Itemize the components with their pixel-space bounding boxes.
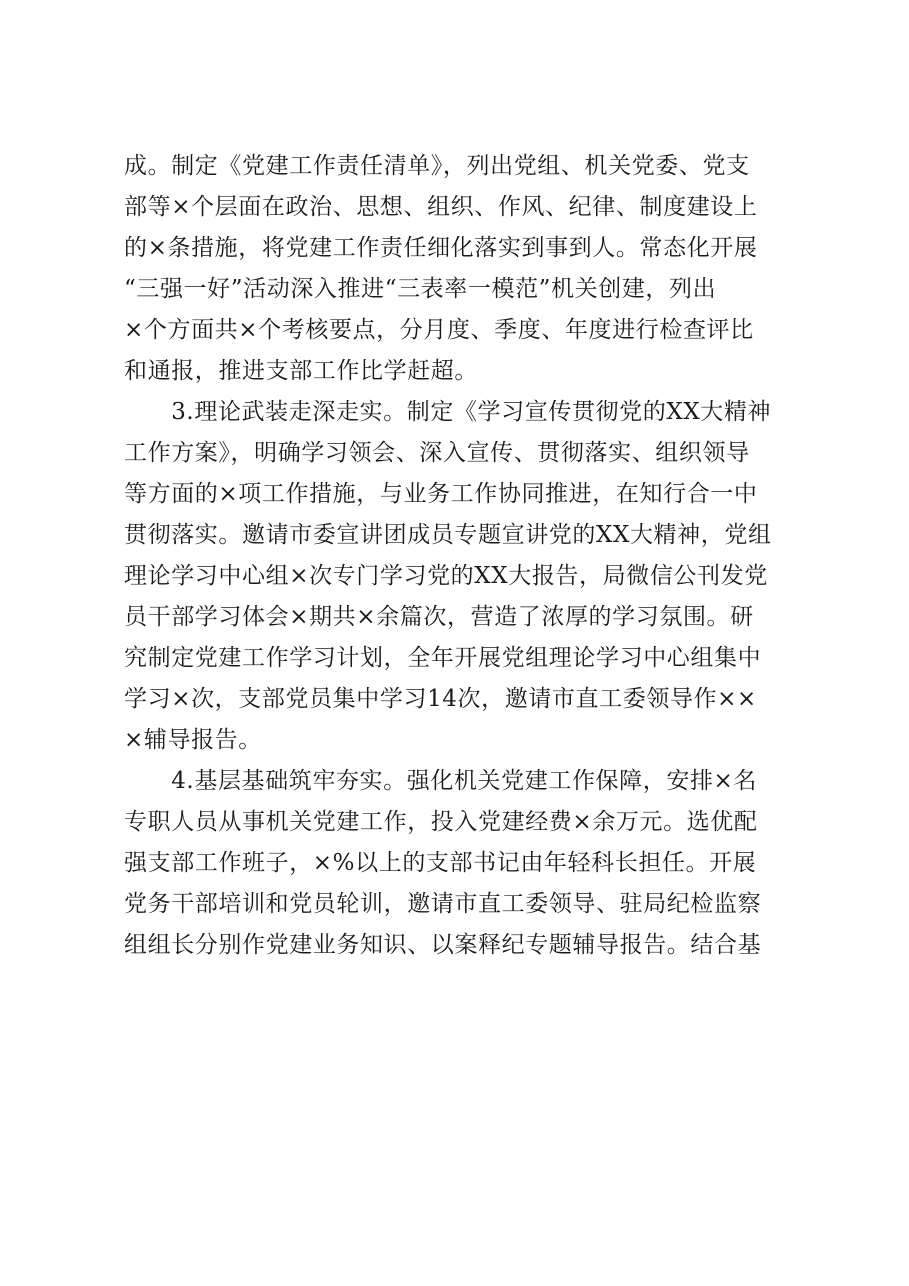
text-line: 等方面的×项工作措施，与业务工作协同推进，在知行合一中 [124,481,758,507]
paragraph-grassroots [124,761,794,966]
text-line: 部等×个层面在政治、思想、组织、作风、纪律、制度建设上 [124,194,758,220]
text-line: 工作方案》，明确学习领会、深入宣传、贯彻落实、组织领导 [124,440,750,466]
text-line: 专职人员从事机关党建工作，投入党建经费×余万元。选优配 [124,809,758,835]
text-line: 3.理论武装走深走实。制定《学习宣传贯彻党的XX大精神 [124,399,772,425]
paragraph-theory-study [124,392,794,761]
text-line: 贯彻落实。邀请市委宣讲团成员专题宣讲党的XX大精神，党组 [124,522,772,548]
text-line: 理论学习中心组×次专门学习党的XX大报告，局微信公刊发党 [124,563,768,589]
text-line: 组组长分别作党建业务知识、以案释纪专题辅导报告。结合基 [124,932,762,958]
text-line: 员干部学习体会×期共×余篇次，营造了浓厚的学习氛围。研 [124,604,754,630]
text-line: 成。制定《党建工作责任清单》，列出党组、机关党委、党支 [124,153,750,179]
text-line: 强支部工作班子，×%以上的支部书记由年轻科长担任。开展 [124,850,757,876]
text-line: 学习×次，支部党员集中学习14次，邀请市直工委领导作×× [124,686,757,712]
document-body [124,146,794,966]
text-line: 究制定党建工作学习计划，全年开展党组理论学习中心组集中 [124,645,762,671]
text-line: ×个方面共×个考核要点，分月度、季度、年度进行检查评比 [124,317,754,343]
text-line: “三强一好”活动深入推进“三表率一模范”机关创建，列出 [124,276,717,302]
text-line: 4.基层基础筑牢夯实。强化机关党建工作保障，安排×名 [124,768,758,794]
text-line: ×辅导报告。 [124,727,262,753]
paragraph-continuation [124,146,794,392]
text-line: 的×条措施，将党建工作责任细化落实到事到人。常态化开展 [124,235,758,261]
text-line: 和通报，推进支部工作比学赶超。 [124,358,478,384]
text-line: 党务干部培训和党员轮训，邀请市直工委领导、驻局纪检监察 [124,891,762,917]
